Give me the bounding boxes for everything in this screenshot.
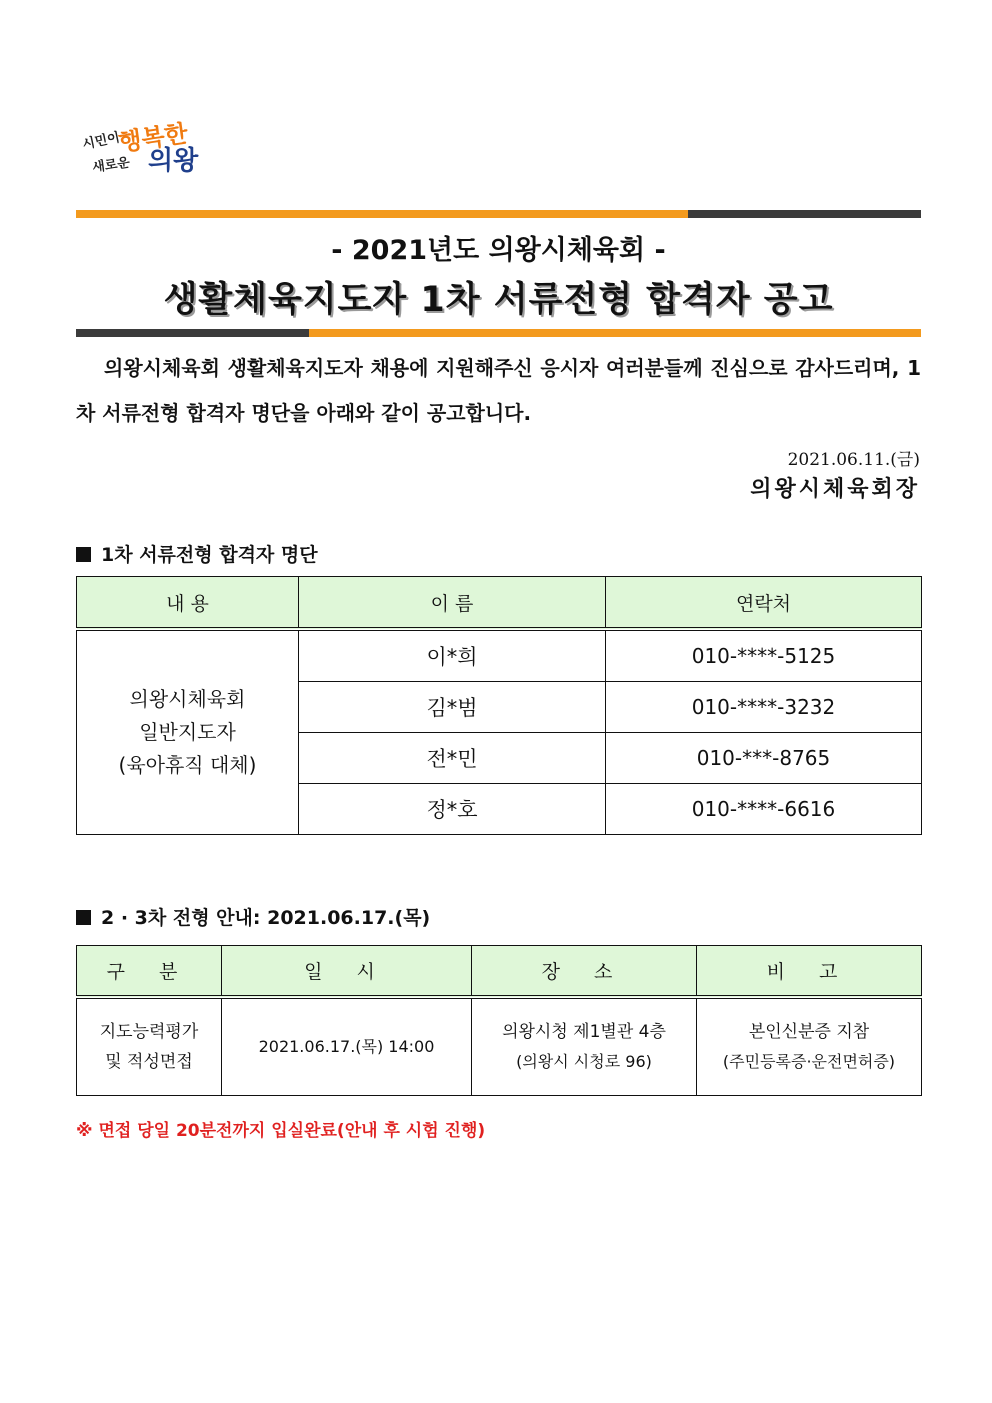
phone-cell: 010-****-6616 <box>606 784 922 835</box>
title-band-top <box>76 210 921 218</box>
category-line1: 의왕시체육회 <box>129 687 246 711</box>
title-line2: 생활체육지도자 1차 서류전형 합격자 공고 <box>163 280 834 320</box>
header-note: 비 고 <box>697 946 922 998</box>
phone-cell: 010-***-8765 <box>606 733 922 784</box>
schedule-table <box>76 945 922 1096</box>
datetime-cell: 2021.06.17.(목) 14:00 <box>222 997 472 1096</box>
announcement-date: 2021.06.11.(금) <box>787 450 920 470</box>
table-header-row <box>77 946 922 998</box>
note-cell <box>697 997 922 1096</box>
note-line1: 본인신분증 지참 <box>748 1022 870 1042</box>
header-contact: 연락처 <box>606 577 922 630</box>
place-line2: (의왕시 시청로 96) <box>516 1052 652 1071</box>
notice-text: ※ 면접 당일 20분전까지 입실완료(안내 후 시험 진행) <box>76 1121 486 1141</box>
section1-title-text: 1차 서류전형 합격자 명단 <box>101 544 318 566</box>
category-line2: 일반지도자 <box>139 720 236 744</box>
place-cell <box>472 997 697 1096</box>
city-logo <box>72 118 222 184</box>
type-cell <box>77 997 222 1096</box>
logo-text-city: 의왕 <box>148 146 199 176</box>
header-name: 이 름 <box>299 577 606 630</box>
section2-title-text: 2 · 3차 전형 안내: 2021.06.17.(목) <box>101 907 431 929</box>
logo-text-citizen: 시민이 <box>81 130 122 153</box>
type-line1: 지도능력평가 <box>99 1022 199 1042</box>
category-cell <box>77 629 299 835</box>
note-line2: (주민등록증·운전면허증) <box>722 1052 896 1071</box>
section1-title <box>76 540 318 567</box>
name-cell: 정*호 <box>299 784 606 835</box>
intro-paragraph: 의왕시체육회 생활체육지도자 채용에 지원해주신 응시자 여러분들께 진심으로 감사드리며, 1차 서류전형 합격자 명단을 아래와 같이 공고합니다. <box>76 356 921 425</box>
issuer-name: 의왕시체육회장 <box>750 476 920 502</box>
title-line1: - 2021년도 의왕시체육회 - <box>331 235 666 266</box>
table-row <box>77 629 922 682</box>
place-line1: 의왕시청 제1별관 4층 <box>502 1022 666 1042</box>
title-band-bottom <box>76 329 921 337</box>
table-header-row <box>77 577 922 630</box>
type-line2: 및 적성면접 <box>105 1052 193 1072</box>
header-datetime: 일 시 <box>222 946 472 998</box>
phone-cell: 010-****-3232 <box>606 682 922 733</box>
name-cell: 이*희 <box>299 629 606 682</box>
table-row <box>77 997 922 1096</box>
section2-title <box>76 903 430 930</box>
pass-list-table <box>76 576 922 835</box>
square-bullet-icon <box>76 547 91 562</box>
name-cell: 김*범 <box>299 682 606 733</box>
logo-happy-word: 행복한 <box>116 118 190 157</box>
logo-text-new: 새로운 <box>91 155 131 176</box>
header-type: 구 분 <box>77 946 222 998</box>
phone-cell: 010-****-5125 <box>606 629 922 682</box>
header-category: 내 용 <box>77 577 299 630</box>
header-place: 장 소 <box>472 946 697 998</box>
square-bullet-icon <box>76 910 91 925</box>
category-line3: (육아휴직 대체) <box>118 753 257 777</box>
name-cell: 전*민 <box>299 733 606 784</box>
